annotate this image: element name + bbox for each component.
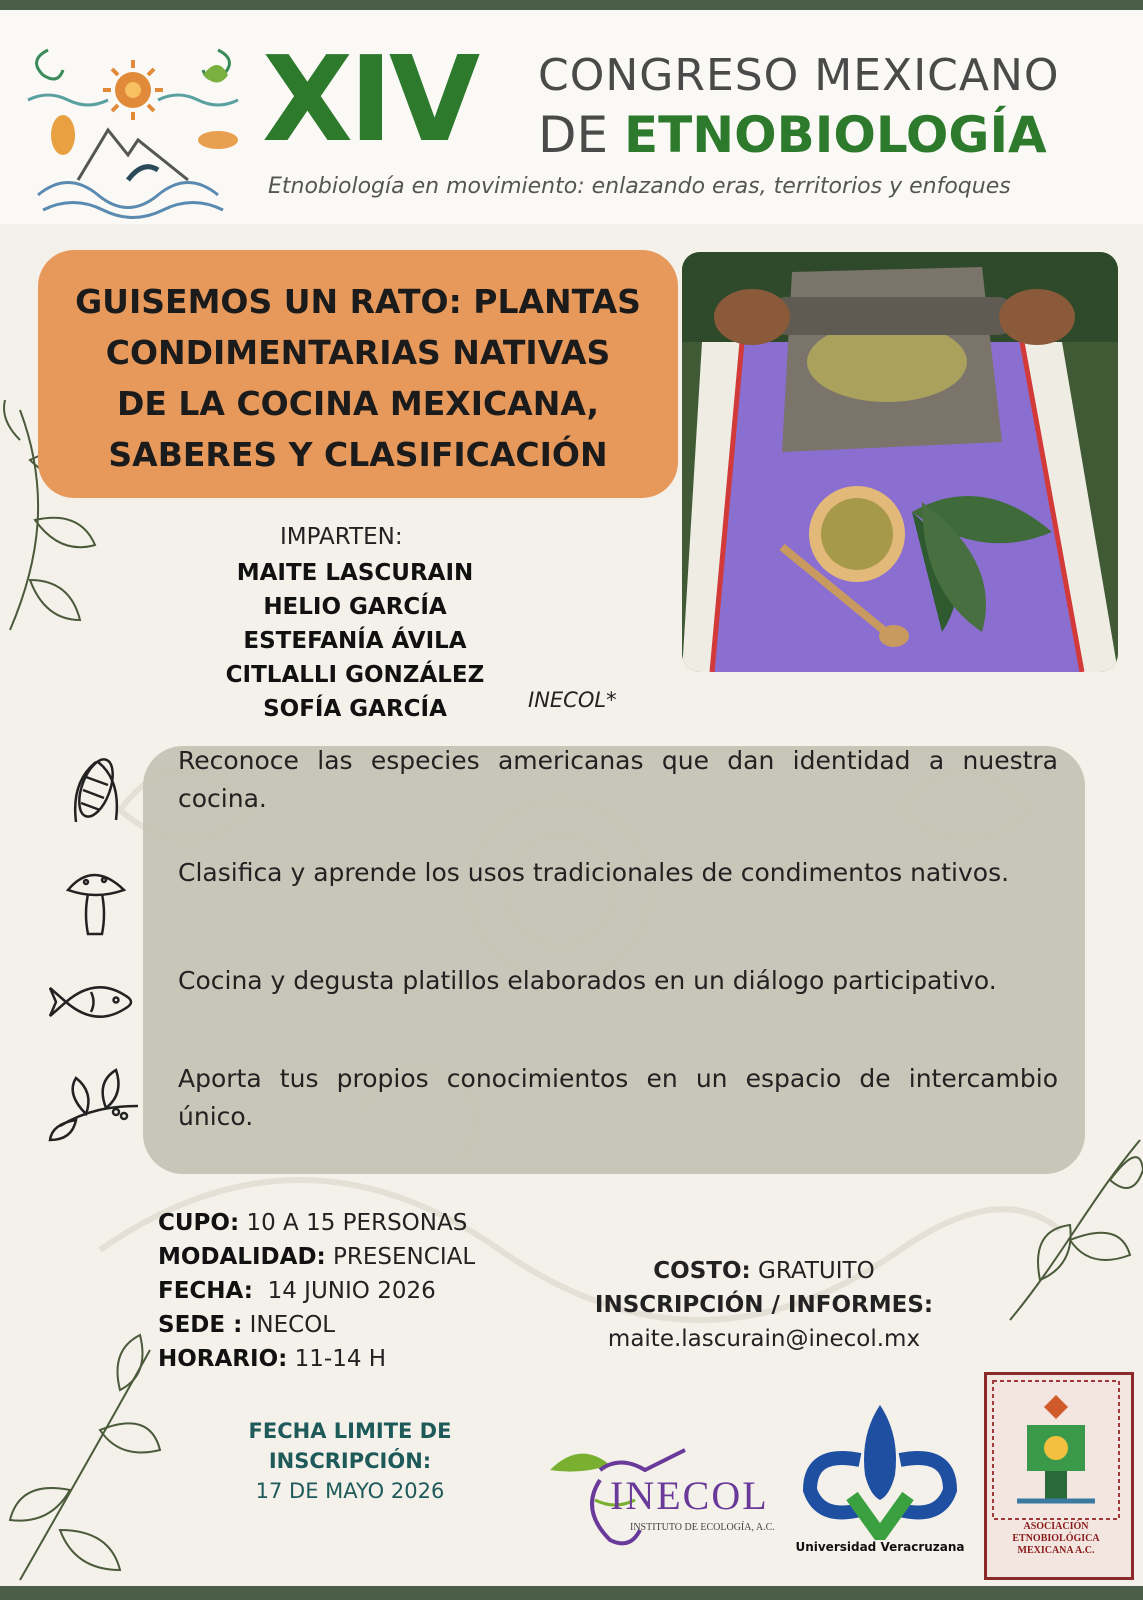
workshop-title-line: GUISEMOS UN RATO: PLANTAS [75, 282, 641, 321]
informes-label: INSCRIPCIÓN / INFORMES: [594, 1292, 934, 1318]
venue-row [158, 1308, 475, 1342]
contact-email[interactable]: maite.lascurain@inecol.mx [607, 1326, 921, 1352]
registration-info [584, 1254, 944, 1356]
instructors-affiliation: INECOL* [528, 688, 617, 712]
modality-row [158, 1240, 475, 1274]
venue-value: INECOL [242, 1312, 336, 1338]
cost-row [584, 1254, 944, 1288]
congress-subtitle: Etnobiología en movimiento: enlazando eras, territorios y enfoques [268, 174, 1011, 199]
inecol-logo [540, 1430, 790, 1560]
aem-name: ASOCIACIÓN ETNOBIOLÓGICA MEXICANA A.C. [1012, 1521, 1100, 1556]
schedule-value: 11-14 H [287, 1346, 387, 1372]
instructor-name: HELIO GARCÍA [263, 594, 447, 620]
congress-title-line2 [538, 106, 1047, 164]
plant-branch-icon [46, 1066, 142, 1146]
capacity-label: CUPO: [158, 1210, 240, 1236]
instructor-name: ESTEFANÍA ÁVILA [243, 628, 467, 654]
venue-label: SEDE : [158, 1312, 243, 1338]
bottom-frame-bar [0, 1586, 1143, 1600]
cost-label: COSTO: [653, 1258, 751, 1284]
workshop-title-line: CONDIMENTARIAS NATIVAS [105, 333, 611, 372]
fish-icon [46, 962, 142, 1042]
uv-logo [790, 1400, 970, 1570]
feature-text: Reconoce las especies americanas que dan identidad a nuestra cocina. [178, 746, 1058, 813]
workshop-title [38, 276, 678, 480]
workshop-title-line: DE LA COCINA MEXICANA, [116, 384, 600, 423]
workshop-photo [682, 252, 1118, 672]
deadline-date: 17 DE MAYO 2026 [255, 1479, 445, 1503]
mushroom-icon [46, 860, 142, 940]
inecol-subtitle: INSTITUTO DE ECOLOGÍA, A.C. [630, 1522, 775, 1533]
instructors-list [200, 556, 510, 726]
deadline-label-line2: INSCRIPCIÓN: [268, 1449, 432, 1473]
instructor-name: MAITE LASCURAIN [236, 560, 474, 586]
inecol-name: INECOL [610, 1473, 769, 1518]
schedule-row [158, 1342, 475, 1376]
modality-label: MODALIDAD: [158, 1244, 326, 1270]
instructor-name: SOFÍA GARCÍA [263, 696, 447, 722]
uv-name: Universidad Veracruzana [795, 1540, 965, 1554]
congress-logo-icon [18, 30, 248, 220]
capacity-row [158, 1206, 475, 1240]
top-frame-bar [0, 0, 1143, 10]
instructors-label: IMPARTEN: [280, 524, 403, 550]
capacity-value: 10 A 15 PERSONAS [239, 1210, 468, 1236]
cost-value: GRATUITO [750, 1258, 875, 1284]
metate-photo-illustration [682, 252, 1118, 672]
date-value: 14 JUNIO 2026 [252, 1278, 436, 1304]
congress-title-prefix: DE [538, 106, 609, 164]
schedule-label: HORARIO: [158, 1346, 288, 1372]
edition-number: XIV [262, 30, 477, 168]
registration-deadline [240, 1416, 460, 1506]
fleur-de-lis-icon [790, 1400, 970, 1540]
feature-text: Aporta tus propios conocimientos en un espacio de intercambio único. [178, 1064, 1058, 1131]
feature-text: Cocina y degusta platillos elaborados en un diálogo participativo. [178, 966, 997, 995]
aem-emblem-icon [987, 1375, 1125, 1525]
leaf-decoration-bottom-left [0, 1330, 170, 1590]
congress-title-line1: CONGRESO MEXICANO [538, 50, 1060, 101]
aem-logo [984, 1372, 1134, 1580]
congress-title-main: ETNOBIOLOGÍA [624, 106, 1047, 164]
modality-value: PRESENCIAL [325, 1244, 476, 1270]
event-details [158, 1206, 475, 1376]
workshop-title-line: SABERES Y CLASIFICACIÓN [108, 435, 608, 474]
deadline-label-line1: FECHA LIMITE DE [248, 1419, 452, 1443]
feature-text: Clasifica y aprende los usos tradicionales de condimentos nativos. [178, 858, 1010, 887]
workshop-title-box [38, 250, 678, 498]
date-row [158, 1274, 475, 1308]
date-label: FECHA: [158, 1278, 253, 1304]
corn-icon [46, 752, 142, 832]
instructor-name: CITLALLI GONZÁLEZ [225, 662, 485, 688]
